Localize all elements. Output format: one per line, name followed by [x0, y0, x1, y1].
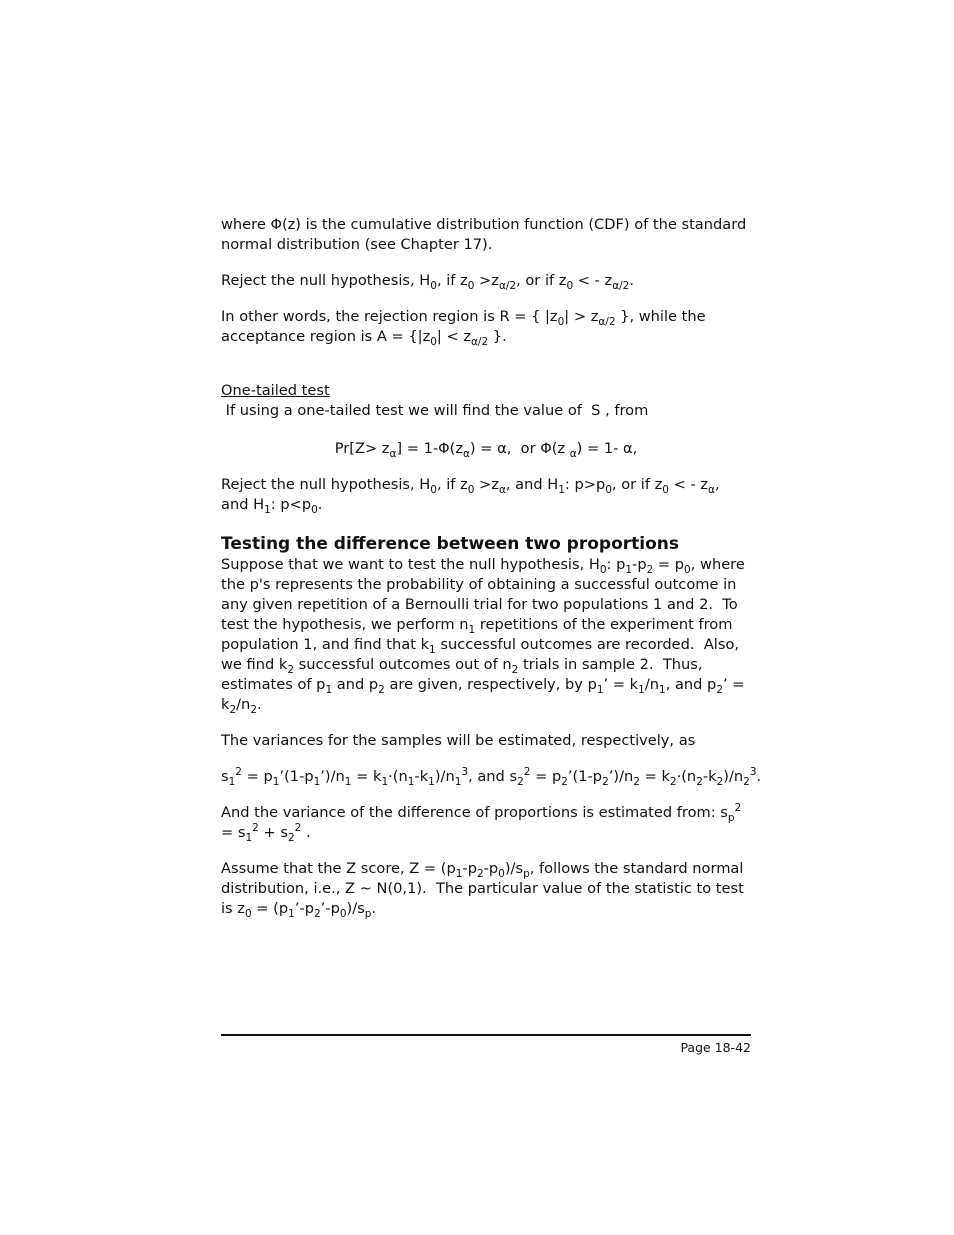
paragraph: Reject the null hypothesis, $H_0$, if $z_0 >z_\alpha$, and $H_1$: $p>p_0$, or if $z_0$ < - $z_\alpha$, and $H_1$: $p<p_0$. — [221, 476, 720, 516]
paragraph: And the variance of the difference of proportions is estimated from: $s_p^2 = s_1^2 + s_2^2$ . — [221, 802, 742, 844]
paragraph-spacer — [221, 459, 751, 475]
equation: $Pr[Z> z_\alpha] = 1-\Phi(z_\alpha) = \alpha$, or Φ(z $_\alpha$) = 1- α, — [334, 440, 638, 460]
paragraph: Suppose that we want to test the null hypothesis, $H_0$: $p_1-p_2 = p_0$, where the p's represents the probability of obtaining a successful outcome in any given repetition of a Bernoulli trial for two populations 1 and 2. To test the hypothesis, we perform $n_1$ repetitions of the experiment from population 1, and find that $k_1$ successful outcomes are recorded. Also, we find $k_2$ successful outcomes out of $n_2$ trials in sample 2. Thus, estimates of $p_1$ and $p_2$ are given, respectively, by $p_1$’ = $k_1/n_1$, and $p_2$’ = $k_2/n_2$. — [221, 556, 745, 716]
paragraph-spacer — [221, 347, 751, 381]
paragraph: In other words, the rejection region is R = { $|z_0| > z_{\alpha/2}$ }, while the acceptance region is $A = \{|z_0| < z_{\alpha/2}$ }. — [221, 308, 706, 348]
paragraph: The variances for the samples will be estimated, respectively, as — [221, 732, 696, 749]
paragraph-spacer — [221, 515, 751, 533]
content — [221, 213, 762, 920]
footer-rule — [221, 1034, 751, 1036]
paragraph: Reject the null hypothesis, $H_0$, if $z_0 >z_{\alpha/2}$, or if $z_0$ < - $z_{\alpha/2}$. — [221, 272, 634, 292]
section-heading: Testing the difference between two proportions — [221, 534, 680, 554]
subheading: One-tailed test — [221, 382, 330, 399]
paragraph: Assume that the Z score, $Z = (p_1-p_2-p_0)/s_p$, follows the standard normal distribution, i.e., Z ~ N(0,1). The particular value of the statistic to test is $z_0$ = $(p_1’-p_2’-p_0)/s_p$. — [221, 860, 744, 920]
equation: $s_1^2$ = $p_1’(1-p_1’)/n_1 = k_1\cdot(n_1-k_1)/n_1^3$, and $s_2^2$ = $p_2’(1-p_2’)/n_2 = k_2\cdot(n_2-k_2)/n_2^3$. — [221, 766, 762, 788]
page-number: Page 18-42 — [680, 1040, 751, 1055]
paragraph: If using a one-tailed test we will find the value of S , from — [221, 402, 649, 419]
paragraph: where Φ(z) is the cumulative distribution function (CDF) of the standard normal distribution (see Chapter 17). — [221, 216, 747, 253]
paragraph-spacer — [221, 421, 751, 439]
